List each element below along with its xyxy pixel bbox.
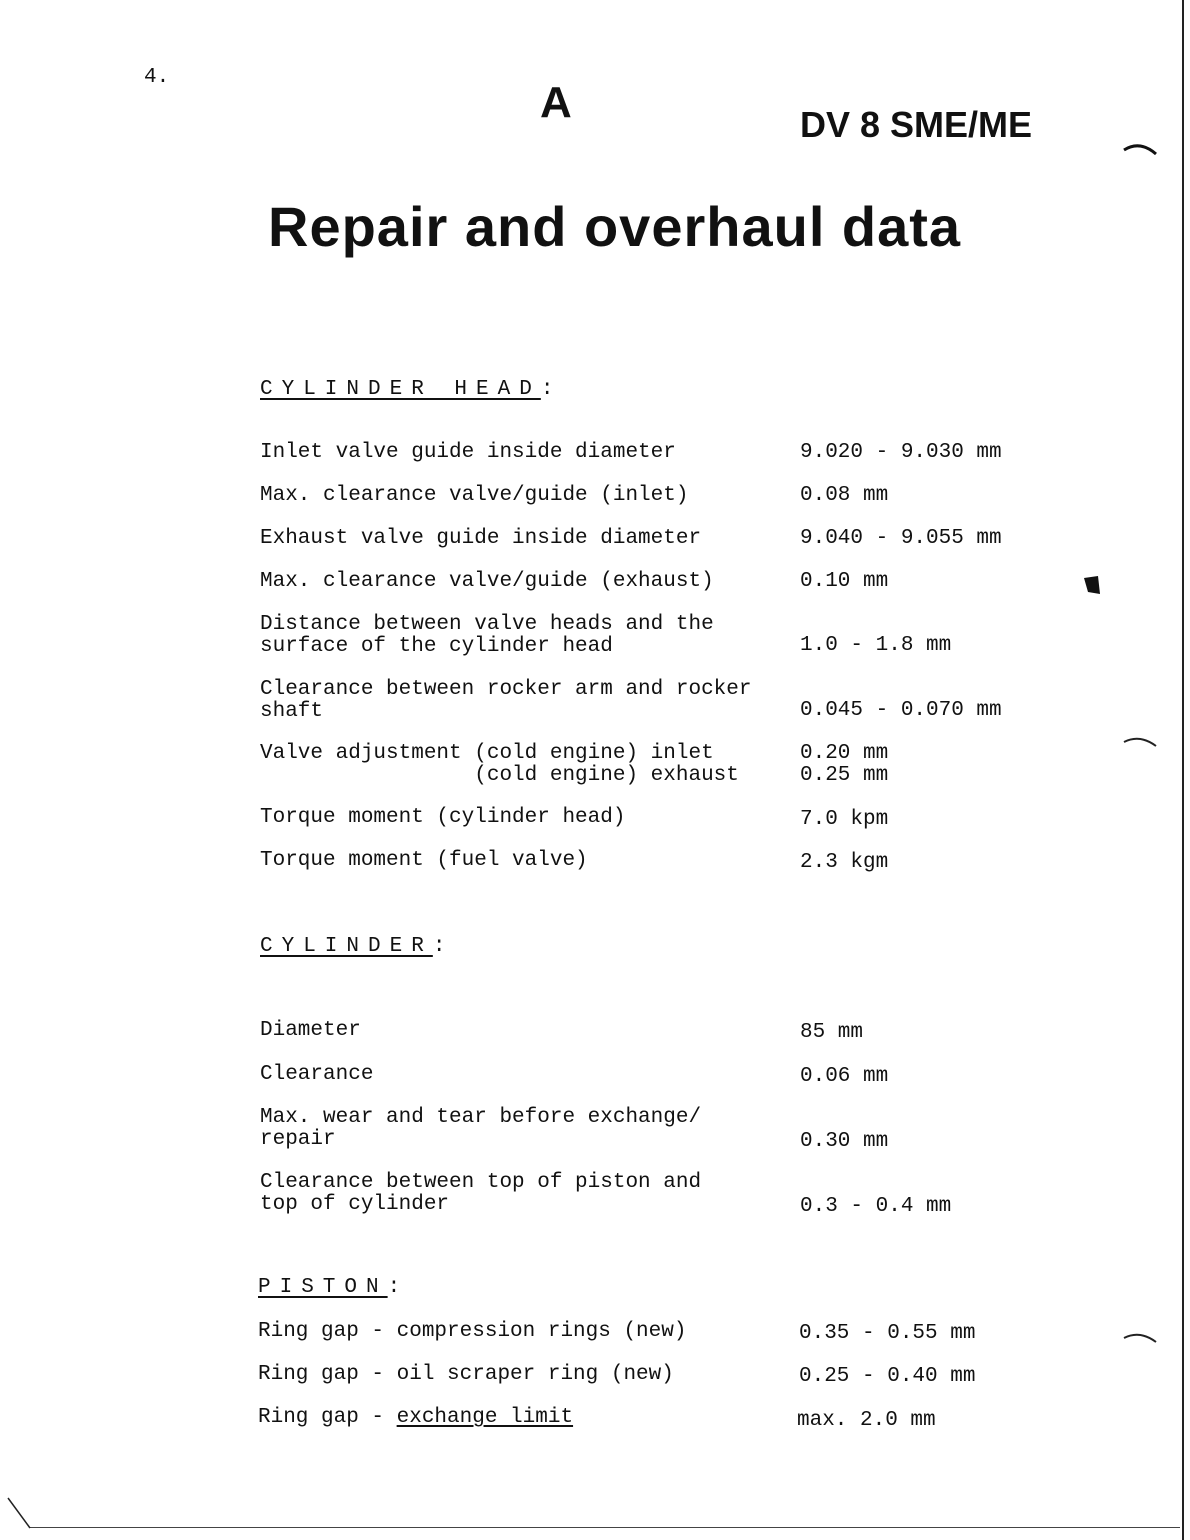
cylinder-head-heading-text: CYLINDER HEAD bbox=[260, 378, 541, 401]
scan-mark bbox=[1120, 1328, 1160, 1348]
label-underlined: exchange limit bbox=[396, 1406, 574, 1429]
spec-value: 0.20 mm 0.25 mm bbox=[800, 742, 889, 787]
section-heading-cylinder-head bbox=[260, 378, 562, 401]
section-letter: A bbox=[540, 78, 572, 127]
scan-mark bbox=[1120, 732, 1160, 752]
spec-label: Inlet valve guide inside diameter bbox=[260, 441, 676, 464]
scan-mark bbox=[1120, 138, 1160, 158]
spec-value: 0.3 - 0.4 mm bbox=[800, 1195, 952, 1218]
page-number: 4. bbox=[144, 66, 170, 89]
spec-value: 0.25 - 0.40 mm bbox=[799, 1365, 976, 1388]
spec-value: 0.35 - 0.55 mm bbox=[799, 1322, 976, 1345]
spec-label: Ring gap - oil scraper ring (new) bbox=[258, 1363, 674, 1386]
scan-edge-line bbox=[1182, 0, 1184, 1540]
spec-value: 0.06 mm bbox=[800, 1065, 889, 1088]
heading-colon: : bbox=[540, 378, 563, 401]
spec-label: Ring gap - compression rings (new) bbox=[258, 1320, 687, 1343]
spec-label: Distance between valve heads and the surface of the cylinder head bbox=[260, 613, 714, 658]
spec-label: Torque moment (fuel valve) bbox=[260, 849, 588, 872]
spec-value: 0.045 - 0.070 mm bbox=[800, 699, 1002, 722]
binder-hole-mark bbox=[1080, 572, 1104, 598]
page-title: Repair and overhaul data bbox=[268, 195, 962, 258]
spec-label: Diameter bbox=[260, 1019, 361, 1042]
piston-heading-text: PISTON bbox=[258, 1276, 388, 1299]
spec-value: 2.3 kgm bbox=[800, 851, 889, 874]
spec-value: 7.0 kpm bbox=[800, 808, 889, 831]
spec-label: Torque moment (cylinder head) bbox=[260, 806, 626, 829]
spec-value: 0.30 mm bbox=[800, 1130, 889, 1153]
spec-label: Valve adjustment (cold engine) inlet (cold engine) exhaust bbox=[260, 742, 739, 787]
spec-label: Clearance bbox=[260, 1063, 374, 1086]
cylinder-heading-text: CYLINDER bbox=[260, 935, 433, 958]
spec-value: 9.040 - 9.055 mm bbox=[800, 527, 1002, 550]
spec-value: 0.08 mm bbox=[800, 484, 889, 507]
label-prefix: Ring gap - bbox=[258, 1406, 397, 1429]
scan-mark bbox=[4, 1494, 34, 1534]
spec-value: max. 2.0 mm bbox=[797, 1409, 936, 1432]
spec-label: Max. wear and tear before exchange/ repair bbox=[260, 1106, 702, 1151]
spec-label: Clearance between top of piston and top of cylinder bbox=[260, 1171, 702, 1216]
spec-label-exchange-limit bbox=[258, 1407, 573, 1429]
model-designation: DV 8 SME/ME bbox=[800, 104, 1033, 145]
spec-value: 0.10 mm bbox=[800, 570, 889, 593]
section-heading-piston bbox=[258, 1276, 409, 1299]
spec-value: 1.0 - 1.8 mm bbox=[800, 634, 952, 657]
heading-colon: : bbox=[387, 1276, 410, 1299]
spec-label: Clearance between rocker arm and rocker shaft bbox=[260, 678, 752, 723]
heading-colon: : bbox=[432, 935, 455, 958]
spec-value: 85 mm bbox=[800, 1021, 864, 1044]
spec-value: 9.020 - 9.030 mm bbox=[800, 441, 1002, 464]
spec-label: Max. clearance valve/guide (exhaust) bbox=[260, 570, 714, 593]
spec-label: Exhaust valve guide inside diameter bbox=[260, 527, 702, 550]
spec-label: Max. clearance valve/guide (inlet) bbox=[260, 484, 689, 507]
section-heading-cylinder bbox=[260, 935, 454, 958]
scan-bottom-line bbox=[30, 1527, 1180, 1528]
